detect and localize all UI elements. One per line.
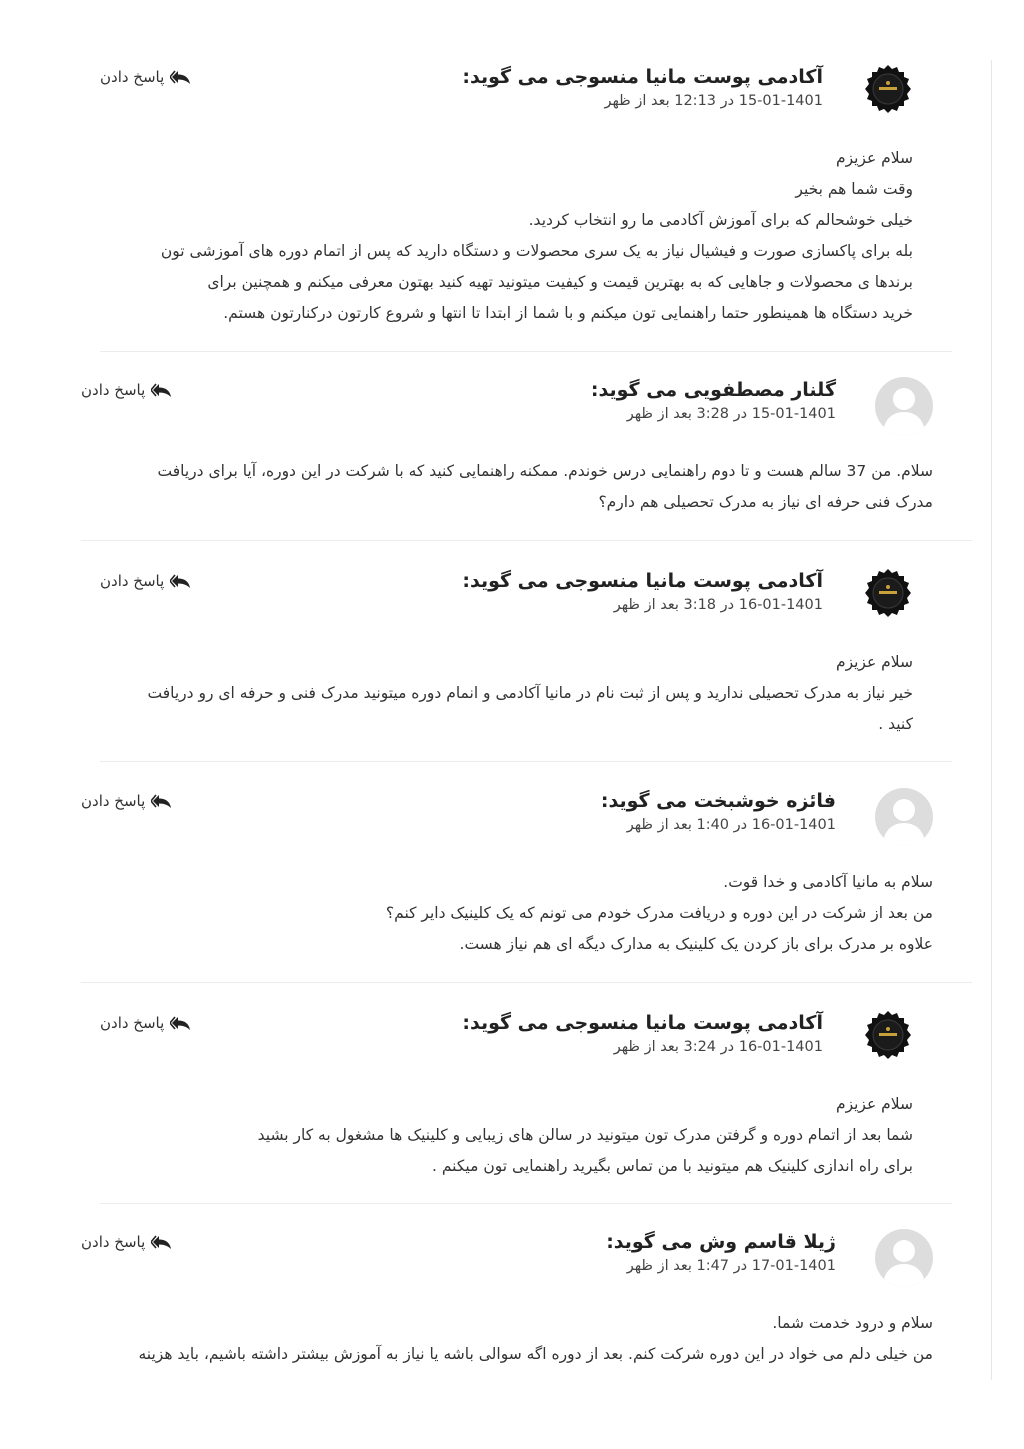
comment-line: سلام عزیزم <box>835 653 913 671</box>
comment-header <box>462 568 823 616</box>
comment <box>81 1229 933 1379</box>
default-user-avatar <box>875 788 933 846</box>
comment-line: خرید دستگاه ها همینطور حتما راهنمایی تون میکنم و با شما از ابتدا تا انتها و شروع کارتون درکنارتون هستم. <box>223 304 913 322</box>
comment-line: برندها ی محصولات و جاهایی که به بهترین قیمت و کیفیت میتونید تهیه کنید بهتون معرفی میکنم و همچنین برای <box>207 273 913 291</box>
comment-line: سلام و درود خدمت شما. <box>772 1314 933 1332</box>
user-silhouette-icon <box>875 377 933 435</box>
comment-line: علاوه بر مدرک برای باز کردن یک کلینیک به مدارک دیگه ای هم نیاز هست. <box>459 935 933 953</box>
reply-all-icon <box>151 382 173 398</box>
comment-author[interactable]: آکادمی پوست مانیا منسوجی می گوید: <box>462 1012 823 1034</box>
comment-date[interactable]: 16-01-1401 در 3:24 بعد از ظهر <box>613 1039 823 1055</box>
comment-line: سلام. من 37 سالم هست و تا دوم راهنمایی درس خوندم. ممکنه راهنمایی کنید که با شرکت در این دوره، آیا برای دریافت <box>157 462 933 480</box>
comment-line: سلام عزیزم <box>835 1095 913 1113</box>
comment-divider <box>81 540 972 541</box>
comment-text <box>386 867 933 960</box>
reply-button[interactable] <box>100 1014 192 1032</box>
comment-line: من بعد از شرکت در این دوره و دریافت مدرک خودم می تونم که یک کلینیک دایر کنم؟ <box>385 904 933 922</box>
comment-divider <box>100 761 952 762</box>
comment-reply <box>100 64 913 334</box>
user-silhouette-icon <box>875 1229 933 1287</box>
comment-author[interactable]: فائزه خوشبخت می گوید: <box>600 790 836 812</box>
comment-date[interactable]: 17-01-1401 در 1:47 بعد از ظهر <box>626 1258 836 1274</box>
comment-header <box>601 788 836 836</box>
reply-all-icon <box>170 1015 192 1031</box>
reply-button[interactable] <box>100 68 192 86</box>
comment-line: سلام عزیزم <box>835 149 913 167</box>
comment-line: کنید . <box>878 715 913 733</box>
comment-text <box>258 1089 913 1182</box>
comment-header <box>606 1229 836 1277</box>
comment-line: شما بعد از اتمام دوره و گرفتن مدرک تون میتونید در سالن های زیبایی و کلینیک ها مشغول به کار بشید <box>257 1126 913 1144</box>
reply-label: پاسخ دادن <box>81 792 146 810</box>
comment-reply <box>100 568 913 738</box>
comment-text <box>148 647 914 740</box>
comment-line: خیلی خوشحالم که برای آموزش آکادمی ما رو انتخاب کردید. <box>528 211 913 229</box>
reply-label: پاسخ دادن <box>100 68 165 86</box>
academy-logo-avatar <box>863 568 913 618</box>
comment-divider <box>100 351 952 352</box>
comment-author[interactable]: آکادمی پوست مانیا منسوجی می گوید: <box>462 66 823 88</box>
comment-line: بله برای پاکسازی صورت و فیشیال نیاز به یک سری محصولات و دستگاه دارید که پس از اتمام دوره های آموزشی تون <box>160 242 913 260</box>
comment <box>81 377 933 527</box>
comment-header <box>591 377 836 425</box>
reply-button[interactable] <box>81 381 173 399</box>
comment-text <box>139 1308 934 1370</box>
comment <box>81 788 933 968</box>
academy-logo-icon <box>863 1010 913 1060</box>
comment-author[interactable]: آکادمی پوست مانیا منسوجی می گوید: <box>462 570 823 592</box>
comment-header <box>462 1010 823 1058</box>
comment-line: من خیلی دلم می خواد در این دوره شرکت کنم. بعد از دوره اگه سوالی باشه یا نیاز به آموزش بیشتر داشته باشیم، باید هزینه <box>138 1345 933 1363</box>
comment-line: سلام به مانیا آکادمی و خدا قوت. <box>723 873 933 891</box>
reply-button[interactable] <box>81 1233 173 1251</box>
user-silhouette-icon <box>875 788 933 846</box>
reply-label: پاسخ دادن <box>81 1233 146 1251</box>
reply-all-icon <box>151 793 173 809</box>
academy-logo-avatar <box>863 64 913 114</box>
comment-line: وقت شما هم بخیر <box>795 180 913 198</box>
comment-date[interactable]: 16-01-1401 در 1:40 بعد از ظهر <box>626 817 836 833</box>
reply-all-icon <box>170 69 192 85</box>
comment-author[interactable]: گلنار مصطفویی می گوید: <box>590 379 836 401</box>
reply-all-icon <box>170 573 192 589</box>
comment-reply <box>100 1010 913 1180</box>
comment-date[interactable]: 15-01-1401 در 12:13 بعد از ظهر <box>604 93 823 109</box>
academy-logo-avatar <box>863 1010 913 1060</box>
comment-line: مدرک فنی حرفه ای نیاز به مدرک تحصیلی هم دارم؟ <box>598 493 933 511</box>
comment-date[interactable]: 15-01-1401 در 3:28 بعد از ظهر <box>626 406 836 422</box>
reply-button[interactable] <box>100 572 192 590</box>
comment-divider <box>100 1203 952 1204</box>
reply-button[interactable] <box>81 792 173 810</box>
reply-label: پاسخ دادن <box>81 381 146 399</box>
reply-all-icon <box>151 1234 173 1250</box>
comments-edge-rule <box>991 60 992 1380</box>
academy-logo-icon <box>863 64 913 114</box>
default-user-avatar <box>875 377 933 435</box>
reply-label: پاسخ دادن <box>100 1014 165 1032</box>
default-user-avatar <box>875 1229 933 1287</box>
comment-text <box>157 456 933 518</box>
comment-date[interactable]: 16-01-1401 در 3:18 بعد از ظهر <box>613 597 823 613</box>
academy-logo-icon <box>863 568 913 618</box>
comment-divider <box>81 982 972 983</box>
comment-author[interactable]: ژیلا قاسم وش می گوید: <box>606 1231 836 1253</box>
comment-line: خیر نیاز به مدرک تحصیلی ندارید و پس از ثبت نام در مانیا آکادمی و انمام دوره میتونید مدرک فنی و حرفه ای رو دریافت <box>147 684 913 702</box>
comment-text <box>161 143 913 329</box>
comment-header <box>462 64 823 112</box>
comment-line: برای راه اندازی کلینیک هم میتونید با من تماس بگیرید راهنمایی تون میکنم . <box>432 1157 913 1175</box>
reply-label: پاسخ دادن <box>100 572 165 590</box>
